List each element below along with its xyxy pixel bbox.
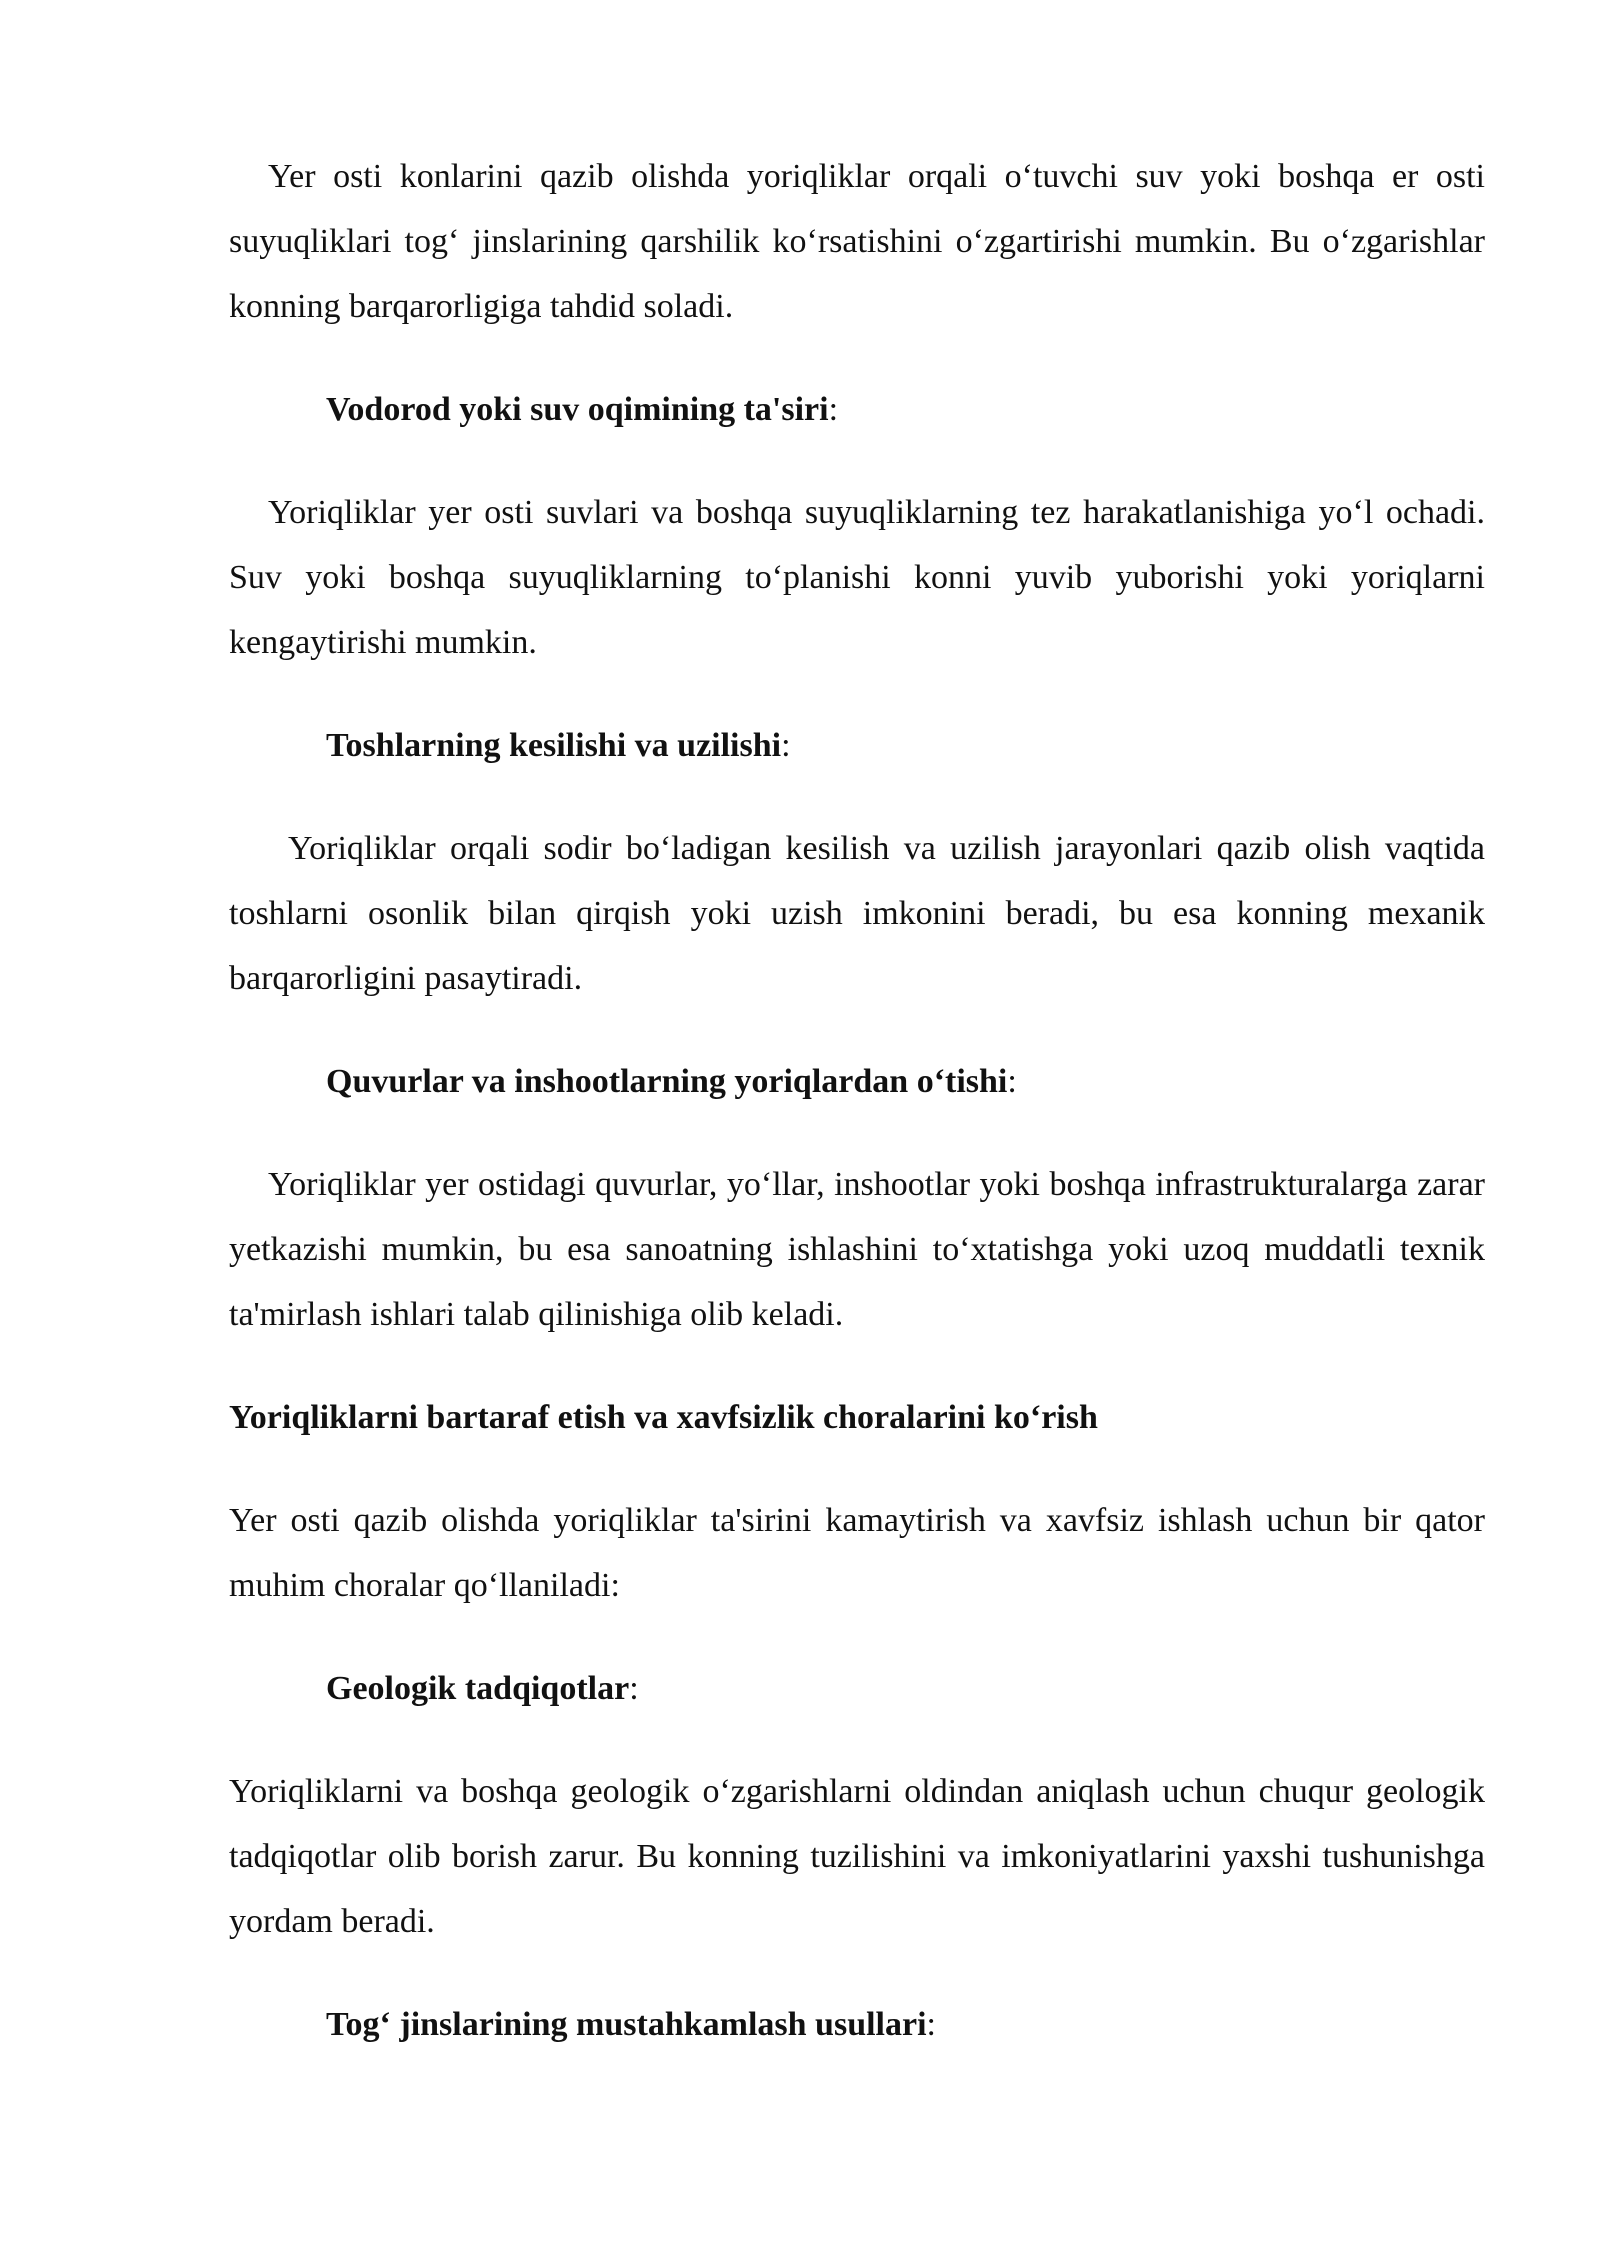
subheading-text: Tog‘ jinslarining mustahkamlash usullari	[326, 2006, 927, 2043]
paragraph-water-effect: Yer osti konlarini qazib olishda yoriqliklar orqali o‘tuvchi suv yoki boshqa er osti suyuqliklari tog‘ jinslarining qarshilik ko‘rsatishini o‘zgartirishi mumkin. Bu o‘zgarishlar konning barqarorligiga tahdid soladi.	[229, 158, 1485, 325]
subheading-hydrogen-water-flow	[229, 377, 1485, 442]
subheading-rock-cutting	[229, 713, 1485, 778]
subheading-colon: :	[629, 1670, 639, 1707]
subheading-rock-reinforcement	[229, 1992, 1485, 2057]
subheading-colon: :	[828, 391, 839, 428]
paragraph-geological-research: Yoriqliklarni va boshqa geologik o‘zgarishlarni oldindan aniqlash uchun chuqur geologik tadqiqotlar olib borish zarur. Bu konning tuzilishini va imkoniyatlarini yaxshi tushunishga yordam beradi.	[229, 1773, 1485, 1940]
subheading-text: Geologik tadqiqotlar	[326, 1670, 630, 1707]
section-heading-text: Yoriqliklarni bartaraf etish va xavfsizlik choralarini ko‘rish	[229, 1399, 1098, 1436]
paragraph-measures-intro: Yer osti qazib olishda yoriqliklar ta'sirini kamaytirish va xavfsiz ishlash uchun bir qator muhim choralar qo‘llaniladi:	[229, 1502, 1485, 1604]
subheading-pipes-structures	[229, 1049, 1485, 1114]
subheading-text: Toshlarning kesilishi va uzilishi	[326, 727, 782, 764]
section-heading-safety-measures	[229, 1385, 1485, 1450]
subheading-colon: :	[926, 2006, 936, 2043]
subheading-colon: :	[1007, 1063, 1017, 1100]
subheading-colon: :	[781, 727, 791, 764]
subheading-text: Vodorod yoki suv oqimining ta'siri	[326, 391, 829, 428]
subheading-text: Quvurlar va inshootlarning yoriqlardan o‘tishi	[326, 1063, 1008, 1100]
paragraph-groundwater-movement: Yoriqliklar yer osti suvlari va boshqa suyuqliklarning tez harakatlanishiga yo‘l ochadi. Suv yoki boshqa suyuqliklarning to‘planishi konni yuvib yuborishi yoki yoriqlarni kengaytirishi mumkin.	[229, 494, 1485, 661]
paragraph-cutting-processes: Yoriqliklar orqali sodir bo‘ladigan kesilish va uzilish jarayonlari qazib olish vaqtida toshlarni osonlik bilan qirqish yoki uzish imkonini beradi, bu esa konning mexanik barqarorligini pasaytiradi.	[229, 830, 1485, 997]
paragraph-infrastructure-damage: Yoriqliklar yer ostidagi quvurlar, yo‘llar, inshootlar yoki boshqa infrastrukturalarga zarar yetkazishi mumkin, bu esa sanoatning ishlashini to‘xtatishga yoki uzoq muddatli texnik ta'mirlash ishlari talab qilinishiga olib keladi.	[229, 1166, 1485, 1333]
document-body	[229, 144, 1485, 2095]
subheading-geological-research	[229, 1656, 1485, 1721]
